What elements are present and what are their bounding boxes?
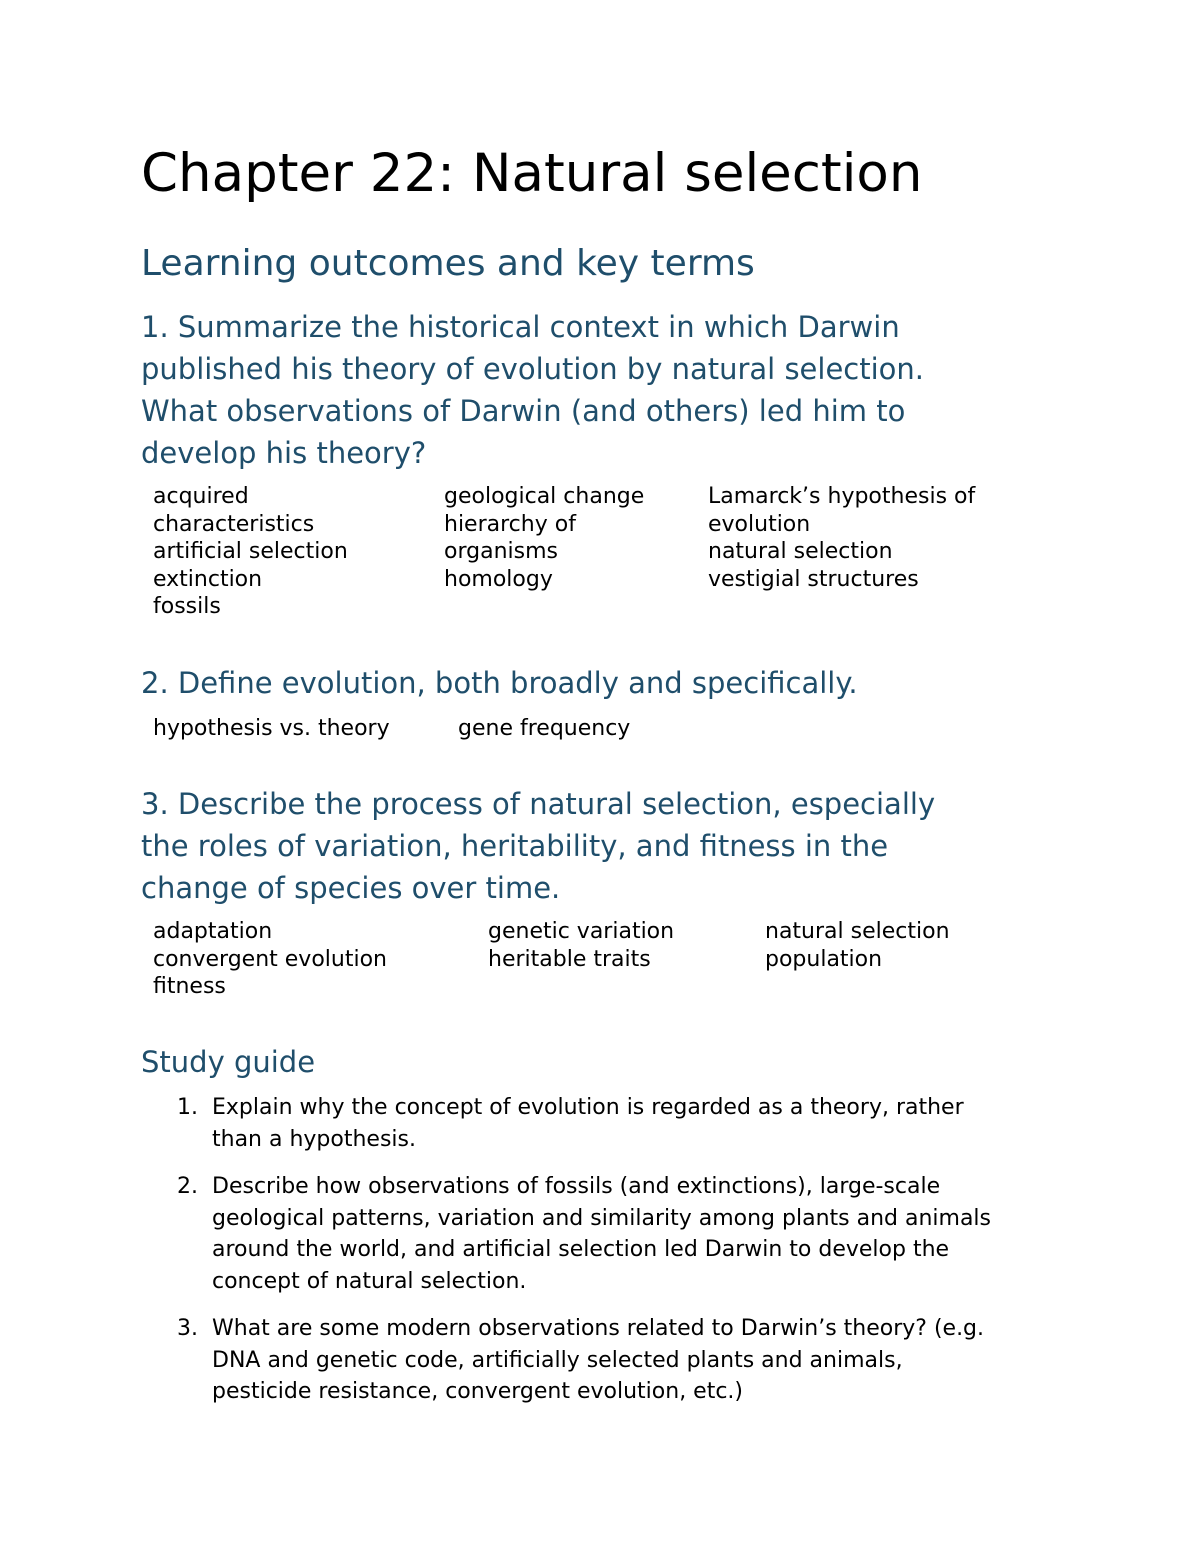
study-guide-list (141, 1092, 1061, 1424)
key-term: adaptation (153, 919, 273, 944)
list-item-line: DNA and genetic code, artificially selected plants and animals, (212, 1347, 903, 1373)
list-item-line: concept of natural selection. (212, 1268, 527, 1294)
key-term: hierarchy of (444, 511, 576, 537)
key-term: evolution (708, 511, 811, 537)
outcome-3-line: change of species over time. (141, 871, 561, 905)
outcome-3-terms-col-3 (765, 918, 950, 973)
list-item-line: than a hypothesis. (212, 1126, 416, 1152)
key-term: extinction (153, 566, 263, 592)
list-item-line: What are some modern observations related to Darwin’s theory? (e.g. (212, 1316, 985, 1341)
key-term: acquired (153, 484, 249, 509)
outcome-1-line: published his theory of evolution by natural selection. (141, 352, 925, 386)
outcome-1-terms-col-1 (153, 483, 348, 621)
list-item-line: Describe how observations of fossils (and extinctions), large-scale (212, 1174, 941, 1199)
outcome-1-line: develop his theory? (141, 436, 427, 470)
outcome-1-terms-col-3 (708, 483, 975, 593)
key-term: convergent evolution (153, 946, 387, 972)
outcome-1-line: 1. Summarize the historical context in which Darwin (141, 310, 900, 344)
outcome-2-terms-col-2 (458, 715, 630, 743)
key-term: organisms (444, 539, 558, 564)
list-item-line: around the world, and artificial selection led Darwin to develop the (212, 1237, 950, 1262)
key-term: geological change (444, 484, 645, 509)
outcome-3-terms-col-1 (153, 918, 387, 1001)
list-item-line: pesticide resistance, convergent evolution, etc.) (212, 1379, 744, 1404)
outcome-2-line: 2. Define evolution, both broadly and specifically. (141, 666, 858, 700)
key-term: hypothesis vs. theory (153, 716, 390, 741)
outcome-3-heading (141, 783, 1061, 909)
list-item (141, 1171, 1061, 1297)
list-item-line: Explain why the concept of evolution is regarded as a theory, rather (212, 1095, 964, 1120)
outcome-3-line: the roles of variation, heritability, and fitness in the (141, 829, 889, 863)
list-item (141, 1092, 1061, 1155)
key-term: natural selection (765, 919, 950, 944)
key-term: homology (444, 566, 553, 592)
key-term: fossils (153, 594, 221, 619)
key-term: genetic variation (488, 919, 675, 944)
key-term: Lamarck’s hypothesis of (708, 484, 976, 509)
outcome-1-line: What observations of Darwin (and others) led him to (141, 394, 906, 428)
key-term: gene frequency (458, 716, 631, 741)
outcome-1-heading (141, 306, 1061, 474)
list-item-number: 1. (177, 1095, 198, 1120)
outcome-1-terms-col-2 (444, 483, 644, 593)
outcome-3-line: 3. Describe the process of natural selection, especially (141, 787, 936, 821)
outcome-2-heading (141, 662, 1061, 704)
outcome-2-terms-col-1 (153, 715, 390, 743)
list-item-number: 3. (177, 1316, 198, 1341)
key-term: characteristics (153, 511, 315, 537)
key-term: population (765, 946, 883, 972)
key-term: heritable traits (488, 946, 651, 972)
key-term: artificial selection (153, 539, 348, 564)
outcome-3-terms-col-2 (488, 918, 674, 973)
key-term: natural selection (708, 539, 893, 564)
study-guide-heading: Study guide (141, 1045, 316, 1079)
list-item-number: 2. (177, 1174, 198, 1199)
section-heading-learning-outcomes: Learning outcomes and key terms (141, 243, 755, 284)
key-term: fitness (153, 974, 226, 999)
list-item (141, 1313, 1061, 1408)
list-item-line: geological patterns, variation and similarity among plants and animals (212, 1205, 992, 1231)
page-title: Chapter 22: Natural selection (141, 143, 923, 204)
key-term: vestigial structures (708, 566, 919, 592)
